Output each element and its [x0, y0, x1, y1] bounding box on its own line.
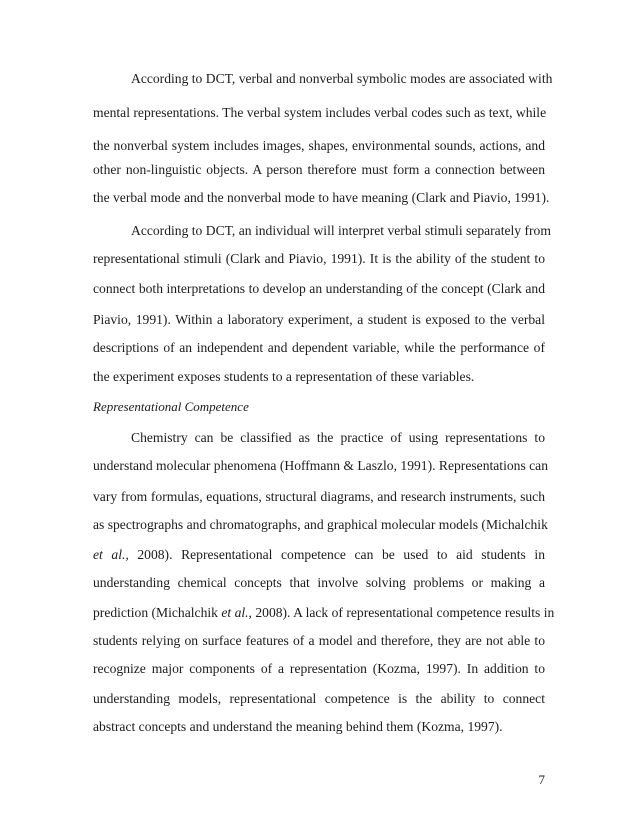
- paragraph-3-line-5-text: 2008). Representational competence can be used to aid students in: [128, 547, 545, 562]
- paragraph-1-line-1: According to DCT, verbal and nonverbal symbolic modes are associated with: [131, 71, 553, 86]
- paragraph-3-line-4: as spectrographs and chromatographs, and graphical molecular models (Michalchik: [93, 517, 548, 532]
- paragraph-3-line-8: students relying on surface features of a model and therefore, they are not able to: [93, 633, 545, 648]
- paragraph-2-line-2: representational stimuli (Clark and Piavio, 1991). It is the ability of the student to: [93, 251, 545, 266]
- paragraph-3-line-6: understanding chemical concepts that involve solving problems or making a: [93, 575, 545, 590]
- paragraph-3-line-9: recognize major components of a representation (Kozma, 1997). In addition to: [93, 661, 545, 676]
- paragraph-1-line-4: other non-linguistic objects. A person therefore must form a connection between: [93, 162, 545, 177]
- paragraph-3-line-7: [93, 605, 555, 621]
- paragraph-1-line-3: the nonverbal system includes images, shapes, environmental sounds, actions, and: [93, 138, 545, 153]
- paragraph-3-line-10: understanding models, representational competence is the ability to connect: [93, 691, 545, 706]
- paragraph-3-line-11: abstract concepts and understand the meaning behind them (Kozma, 1997).: [93, 719, 503, 734]
- paragraph-2-line-4: Piavio, 1991). Within a laboratory experiment, a student is exposed to the verbal: [93, 312, 545, 327]
- paragraph-2-line-6: the experiment exposes students to a representation of these variables.: [93, 369, 475, 384]
- paragraph-1-line-5: the verbal mode and the nonverbal mode to have meaning (Clark and Piavio, 1991).: [93, 190, 550, 205]
- section-heading: Representational Competence: [93, 399, 249, 414]
- paragraph-2-line-1: According to DCT, an individual will interpret verbal stimuli separately from: [131, 223, 551, 238]
- paragraph-3-line-5: [93, 547, 545, 563]
- paragraph-3-line-7-end: , 2008). A lack of representational competence results in: [248, 605, 555, 620]
- citation-et-al: et al.,: [93, 547, 129, 562]
- paragraph-3-line-1: Chemistry can be classified as the practice of using representations to: [131, 430, 545, 445]
- paragraph-3-line-3: vary from formulas, equations, structural diagrams, and research instruments, such: [93, 489, 545, 504]
- paragraph-2-line-3: connect both interpretations to develop an understanding of the concept (Clark and: [93, 281, 545, 296]
- paragraph-2-line-5: descriptions of an independent and dependent variable, while the performance of: [93, 340, 545, 355]
- paragraph-1-line-2: mental representations. The verbal system includes verbal codes such as text, while: [93, 105, 547, 120]
- paragraph-3-line-7-start: prediction (Michalchik: [93, 605, 222, 620]
- citation-et-al: et al.: [221, 605, 249, 620]
- paragraph-3-line-2: understand molecular phenomena (Hoffmann & Laszlo, 1991). Representations can: [93, 458, 548, 473]
- page-number: 7: [538, 772, 545, 787]
